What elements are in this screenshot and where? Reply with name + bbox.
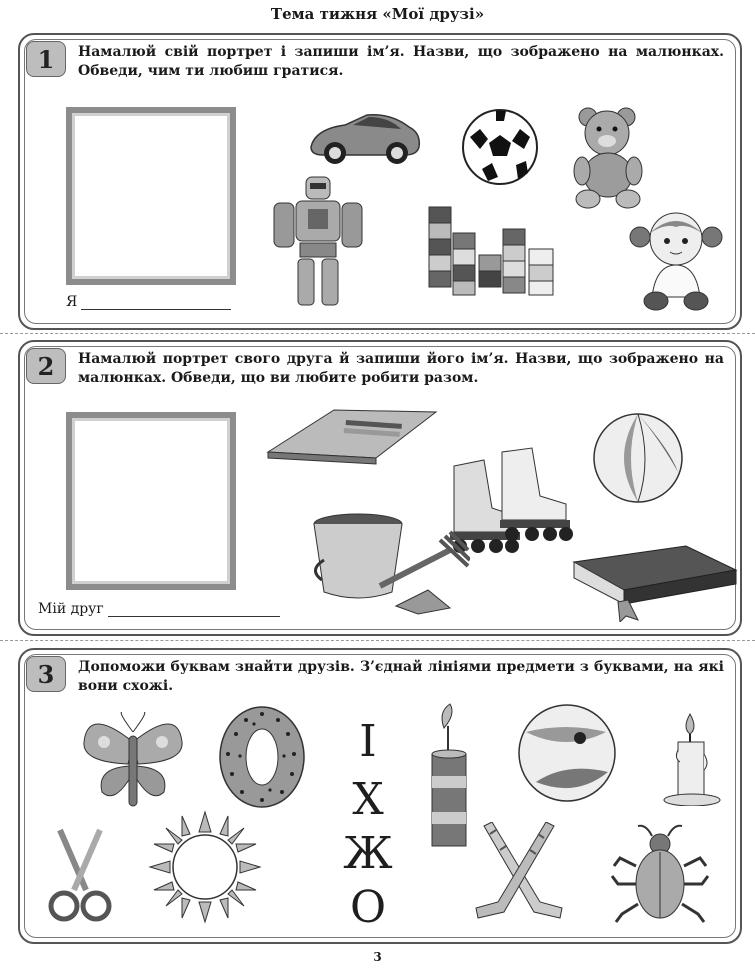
friend-portrait-frame[interactable]	[66, 412, 236, 590]
bagel-icon[interactable]	[216, 704, 308, 810]
butterfly-icon[interactable]	[78, 712, 188, 812]
task-number: 3	[26, 656, 66, 692]
task-instruction: Намалюй свій портрет і запиши ім’я. Назви, що зображено на малюнках. Обведи, чим ти любиш гратися.	[78, 44, 724, 79]
candle-icon[interactable]	[660, 710, 726, 806]
letter-zh[interactable]: Ж	[343, 828, 393, 879]
soccer-ball-icon[interactable]	[460, 107, 540, 187]
doll-icon[interactable]	[626, 207, 726, 312]
task-number: 1	[26, 41, 66, 77]
task-instruction: Намалюй портрет свого друга й запиши його ім’я. Назви, що зображено на малюнках. Обведи, що ви любите робити разом.	[78, 351, 724, 386]
letter-o[interactable]: О	[349, 882, 387, 933]
task-section-3	[18, 648, 742, 944]
self-portrait-frame[interactable]	[66, 107, 236, 285]
car-icon[interactable]	[305, 109, 425, 169]
name-signature	[66, 293, 231, 310]
teddy-bear-icon[interactable]	[568, 105, 648, 210]
sign-label: Мій друг	[38, 601, 104, 617]
task-section-1	[18, 33, 742, 330]
task-number: 2	[26, 348, 66, 384]
sun-icon[interactable]	[148, 810, 262, 924]
letter-i[interactable]: І	[359, 716, 377, 767]
book-icon[interactable]	[568, 542, 740, 622]
beach-ball-icon[interactable]	[590, 410, 686, 506]
sand-bucket-icon[interactable]	[300, 510, 470, 620]
scissors-icon[interactable]	[48, 826, 112, 926]
hockey-sticks-icon[interactable]	[464, 822, 574, 928]
beach-ball-icon[interactable]	[516, 702, 618, 804]
robot-icon[interactable]	[268, 173, 368, 313]
page-number: 3	[373, 950, 382, 964]
letter-kh[interactable]: Х	[352, 774, 384, 825]
beetle-icon[interactable]	[610, 822, 710, 926]
drawing-album-icon[interactable]	[264, 406, 440, 466]
task-section-2	[18, 340, 742, 636]
name-signature	[38, 600, 280, 617]
section-divider	[0, 333, 755, 334]
sign-label: Я	[66, 294, 78, 310]
name-line[interactable]	[81, 293, 231, 310]
page-title: Тема тижня «Мої друзі»	[270, 5, 485, 23]
section-divider	[0, 640, 755, 641]
building-blocks-icon[interactable]	[425, 203, 565, 303]
name-line[interactable]	[108, 600, 280, 617]
task-instruction: Допоможи буквам знайти друзів. З’єднай лініями предмети з буквами, на які вони схожі.	[78, 659, 724, 694]
